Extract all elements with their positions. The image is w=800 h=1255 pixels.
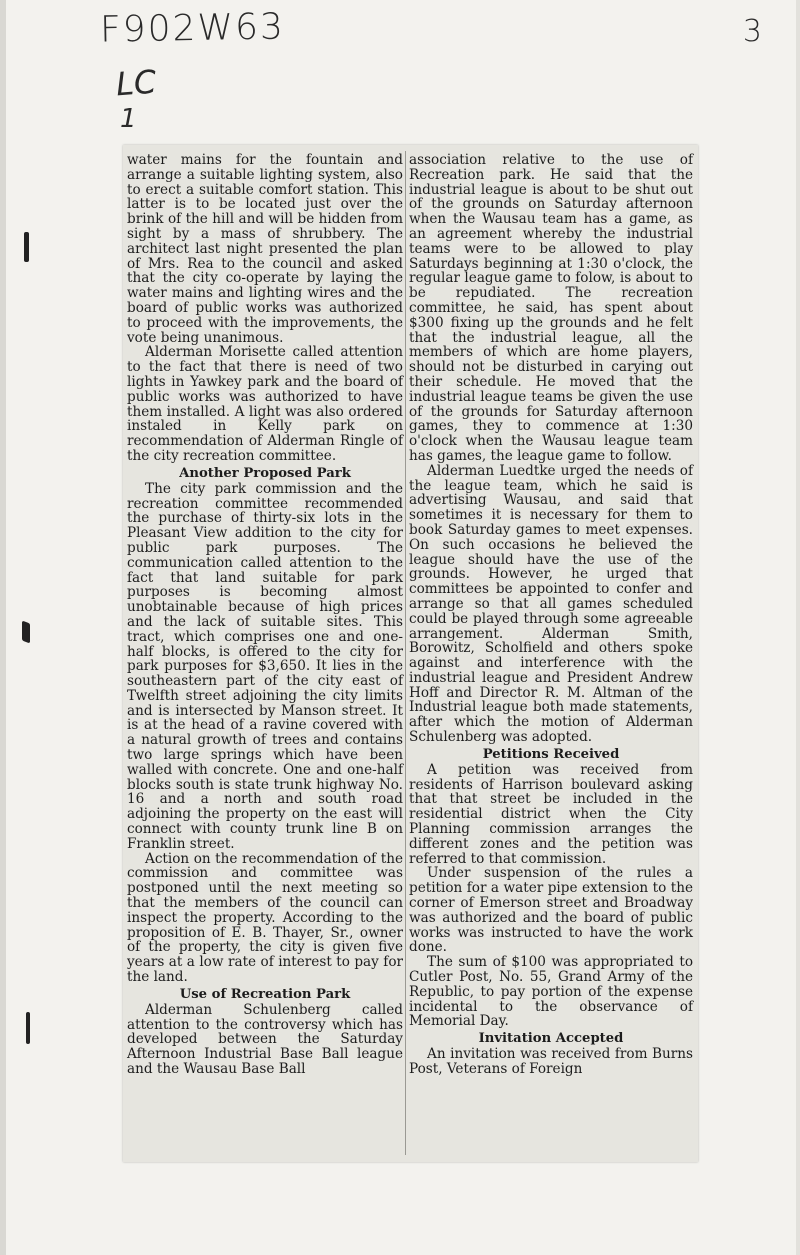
article-column-left xyxy=(127,153,403,1077)
handwritten-call-number: F902W63 xyxy=(99,6,286,51)
section-heading: Use of Recreation Park xyxy=(179,986,351,1002)
article-paragraph: Alderman Luedtke urged the needs of the league team, which he said is advertising Wausau, and said that sometimes it is necessary for them to book Saturday games to meet expenses. On such occasions he believed the league should have the use of the grounds. However, he urged that committees be appointed to confer and arrange so that all games scheduled could be played through some agreeable arrangement. Alderman Smith, Borowitz, Scholfield and others spoke against and interference with the industrial league and President Andrew Hoff and Director R. M. Altman of the Industrial league both made statements, after which the motion of Alderman Schulenberg was adopted. xyxy=(409,462,693,746)
article-paragraph: Action on the recommendation of the commission and committee was postponed until the next meeting so that the members of the council can inspect the property. According to the proposition of E. B. Thayer, Sr., owner of the property, the city is given five years at a low rate of interest to pay for the land. xyxy=(127,850,403,986)
scan-border-right xyxy=(796,0,800,1255)
handwritten-sheet-number: 1 xyxy=(120,104,137,134)
article-column-right xyxy=(409,153,693,1077)
binding-mark-bottom xyxy=(26,1012,30,1044)
article-paragraph: association relative to the use of Recreation park. He said that the industrial league is about to be shut out of the grounds on Saturday afternoon when the Wausau team has a game, as an agreement whereby the industrial teams were to be allowed to play Saturdays beginning at 1:30 o'clock, the regular league game to folow, is about to be repudiated. The recreation committee, he said, has spent about $300 fixing up the grounds and he felt that the industrial league, all the members of which are home players, should not be disturbed in carying out their schedule. He moved that the industrial league teams be given the use of the grounds for Saturday afternoon games, they to commence at 1:30 o'clock when the Wausau league team has games, the league game to follow. xyxy=(409,152,693,464)
column-rule xyxy=(405,151,406,1155)
article-paragraph: A petition was received from residents of Harrison boulevard asking that that street be included in the residential district when the City Planning commission arranges the different zones and the petition was referred to that commission. xyxy=(409,761,693,867)
article-paragraph: The city park commission and the recreation committee recommended the purchase of thirty-six lots in the Pleasant View addition to the city for public park purposes. The communication called attention to the fact that land suitable for park purposes is becoming almost unobtainable because of high prices and the lack of suitable sites. This tract, which comprises one and one-half blocks, is offered to the city for park purposes for $3,650. It lies in the southeastern part of the city east of Twelfth street adjoining the city limits and is intersected by Manson street. It is at the head of a ravine covered with a natural growth of trees and contains two large springs which have been walled with concrete. One and one-half blocks south is state trunk highway No. 16 and a north and south road adjoining the property on the east will connect with county trunk line B on Franklin street. xyxy=(127,480,403,852)
article-paragraph: The sum of $100 was appropriated to Cutler Post, No. 55, Grand Army of the Republic, to pay portion of the expense incidental to the observance of Memorial Day. xyxy=(409,954,693,1030)
section-heading: Another Proposed Park xyxy=(179,465,351,481)
handwritten-initials: LC xyxy=(114,62,158,104)
article-paragraph: Under suspension of the rules a petition for a water pipe extension to the corner of Emerson street and Broadway was authorized and the board of public works was instructed to have the work done. xyxy=(409,865,693,956)
article-paragraph: Alderman Schulenberg called attention to the controversy which has developed between the Saturday Afternoon Industrial Base Ball league and the Wausau Base Ball xyxy=(127,1001,403,1078)
handwritten-page-number: 3 xyxy=(742,14,762,49)
article-paragraph: water mains for the fountain and arrange a suitable lighting system, also to erect a suitable comfort station. This latter is to be located just over the brink of the hill and will be hidden from sight by a mass of shrubbery. The architect last night presented the plan of Mrs. Rea to the council and asked that the city co-operate by laying the water mains and lighting wires and the board of public works was authorized to proceed with the improvements, the vote being unanimous. xyxy=(127,152,403,346)
binding-mark-top xyxy=(24,232,29,262)
article-paragraph: Alderman Morisette called attention to the fact that there is need of two lights in Yawkey park and the board of public works was authorized to have them installed. A light was also ordered instaled in Kelly park on recommendation of Alderman Ringle of the city recreation committee. xyxy=(127,344,403,464)
newspaper-clipping xyxy=(123,145,698,1162)
article-paragraph: An invitation was received from Burns Post, Veterans of Foreign xyxy=(409,1046,693,1078)
binding-mark-middle xyxy=(22,621,30,644)
section-heading: Invitation Accepted xyxy=(478,1031,624,1047)
section-heading: Petitions Received xyxy=(482,746,620,762)
scan-border-left xyxy=(0,0,6,1255)
